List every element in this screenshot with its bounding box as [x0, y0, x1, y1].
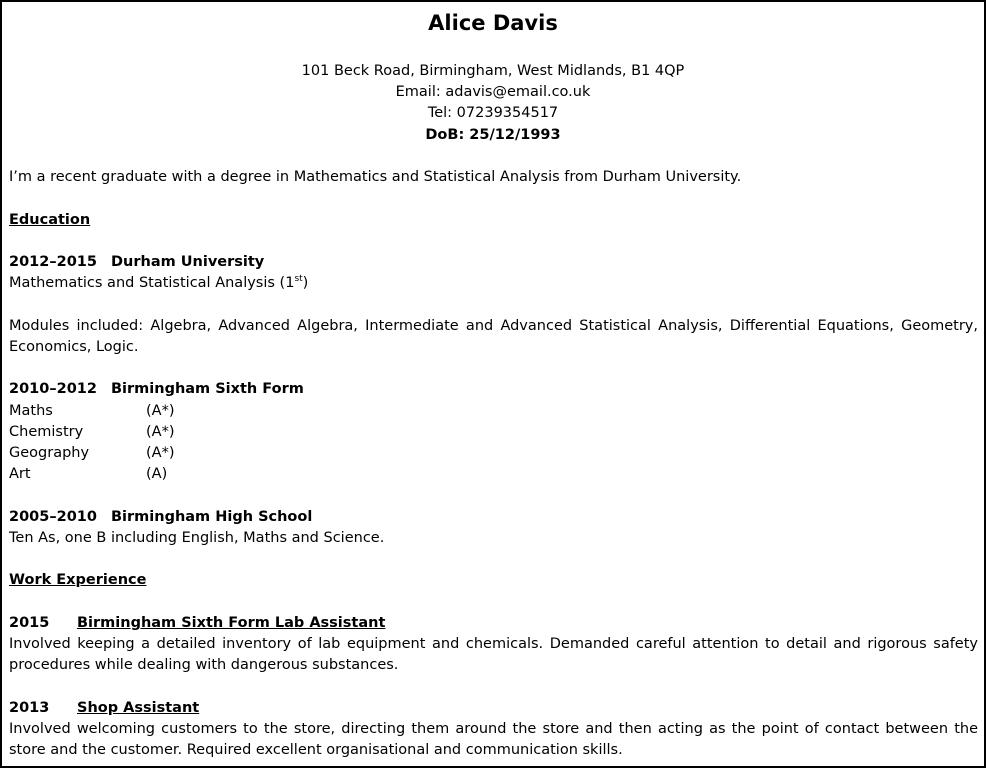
- sixth-form-entry-title: [9, 379, 304, 400]
- job-description: Involved welcoming customers to the store, directing them around the store and then acting as the point of contact between the store and the customer. Required excellent organisational and communication skills.: [9, 721, 978, 758]
- cv-name: Alice Davis: [428, 11, 558, 35]
- high-school-entry-title: [9, 507, 312, 528]
- job-year: 2015: [9, 615, 50, 631]
- durham-degree: [9, 273, 308, 294]
- subject-grade: (A*): [146, 424, 175, 440]
- degree-text-end: ): [302, 275, 309, 291]
- durham-years: 2012–2015: [9, 254, 97, 270]
- subject-name: Chemistry: [9, 424, 84, 440]
- subject-grade: (A*): [146, 445, 175, 461]
- subject-row: [9, 422, 174, 443]
- durham-school: Durham University: [111, 254, 265, 270]
- telephone: Tel: 07239354517: [427, 105, 559, 121]
- subject-name: Geography: [9, 445, 90, 461]
- profile-statement: I’m a recent graduate with a degree in Mathematics and Statistical Analysis from Durham University.: [9, 169, 742, 185]
- subject-grade: (A): [146, 466, 168, 482]
- job-title-row: [9, 698, 199, 719]
- sixth-form-years: 2010–2012: [9, 381, 97, 397]
- sixth-form-school: Birmingham Sixth Form: [111, 381, 304, 397]
- job-description: Involved keeping a detailed inventory of lab equipment and chemicals. Demanded careful attention to detail and rigorous safety procedures while dealing with dangerous substances.: [9, 636, 978, 673]
- work-experience-heading: Work Experience: [9, 572, 147, 588]
- subject-row: [9, 464, 167, 485]
- degree-text: Mathematics and Statistical Analysis (1: [9, 275, 295, 291]
- subject-row: [9, 401, 174, 422]
- subject-name: Maths: [9, 403, 53, 419]
- durham-modules: Modules included: Algebra, Advanced Algebra, Intermediate and Advanced Statistical Analysis, Differential Equations, Geometry, Economics, Logic.: [9, 318, 978, 355]
- job-year: 2013: [9, 700, 50, 716]
- degree-superscript: st: [294, 274, 303, 285]
- subject-name: Art: [9, 466, 31, 482]
- address: 101 Beck Road, Birmingham, West Midlands, B1 4QP: [301, 63, 685, 79]
- high-school-years: 2005–2010: [9, 509, 97, 525]
- high-school-name: Birmingham High School: [111, 509, 313, 525]
- subject-grade: (A*): [146, 403, 175, 419]
- high-school-summary: Ten As, one B including English, Maths and Science.: [9, 530, 385, 546]
- date-of-birth: DoB: 25/12/1993: [425, 127, 561, 143]
- email: Email: adavis@email.co.uk: [395, 84, 591, 100]
- job-title-row: [9, 613, 385, 634]
- durham-entry-title: [9, 252, 264, 273]
- subject-row: [9, 443, 174, 464]
- job-title: Shop Assistant: [77, 700, 200, 716]
- job-title: Birmingham Sixth Form Lab Assistant: [77, 615, 386, 631]
- education-heading: Education: [9, 212, 91, 228]
